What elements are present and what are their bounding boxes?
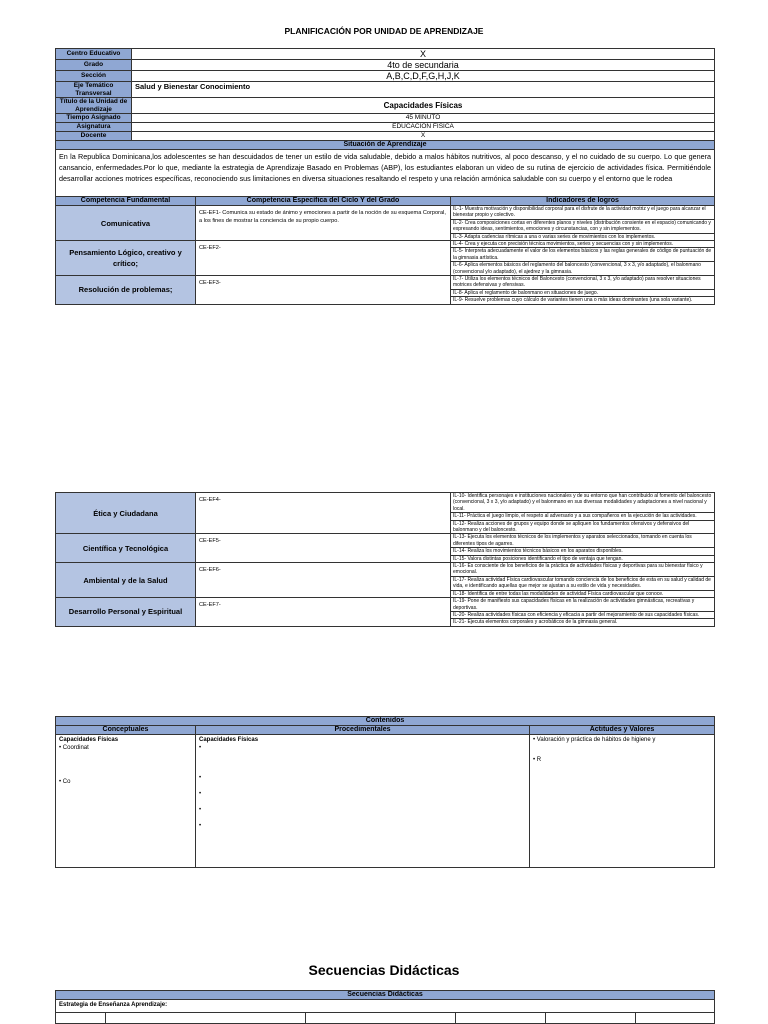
planning-table xyxy=(55,48,715,305)
header-value: EDUCACION FISICA xyxy=(132,123,715,132)
col-indicadores: Indicadores de logros xyxy=(451,197,715,206)
competencia-especifica: CE-EF4- xyxy=(196,493,451,534)
indicador-logro: IL-10- Identifica personajes e instituciones nacionales y de su entorno que han contribuido al fomento del baloncesto (convencional, 3 x 3, y/o adaptado) y el balonmano en sus diversas modalidades y adaptaciones a nivel nacional y local. xyxy=(451,493,715,513)
indicador-logro: IL-2- Crea composiciones cortas en diferentes planos y niveles (distribución consiente en el espacio) comunicando y expresando ideas, sentimientos, emociones y circunstancias, con y sin implementos. xyxy=(451,219,715,233)
procedimentales-title: Capacidades Físicas xyxy=(199,737,259,743)
conceptuales-item: • Coordinat xyxy=(59,745,89,751)
header-value: X xyxy=(132,132,715,141)
competencias-table-2 xyxy=(55,492,715,627)
header-label: Docente xyxy=(56,132,132,141)
header-label: Título de la Unidad de Aprendizaje xyxy=(56,98,132,114)
actitudes-item: • R xyxy=(533,757,542,763)
situacion-heading: Situación de Aprendizaje xyxy=(56,141,715,150)
indicador-logro: IL-5- Interpreta adecuadamente el valor de los elementos básicos y las reglas generales de código de puntuación de la gimnasia artística. xyxy=(451,248,715,262)
competencia-especifica: CE-EF2- xyxy=(196,241,451,276)
secuencias-band: Secuencias Didácticas xyxy=(56,991,715,1000)
conceptuales-item: • Co xyxy=(59,779,71,785)
competencia-name: Científica y Tecnológica xyxy=(56,534,196,563)
header-label: Grado xyxy=(56,60,132,71)
header-value: 4to de secundaria xyxy=(132,60,715,71)
competencia-name: Ética y Ciudadana xyxy=(56,493,196,534)
indicador-logro: IL-13- Ejecuta los elementos técnicos de los implementos y aparatos seleccionados, tomando en cuenta los diferentes tipos de agarres. xyxy=(451,534,715,548)
indicador-logro: IL-15- Valora distintas posiciones identificando el tipo de ventaja que tengan. xyxy=(451,555,715,562)
indicador-logro: IL-4- Crea y ejecuta con precisión técnica movimientos, series y secuencias con y sin implementos. xyxy=(451,241,715,248)
header-label: Tiempo Asignado xyxy=(56,114,132,123)
indicador-logro: IL-14- Realiza los movimientos técnicos básicos en los aparatos disponibles. xyxy=(451,548,715,555)
indicador-logro: IL-7- Utiliza los elementos técnicos del Baloncesto (convencional, 3 x 3, y/o adaptado) para resolver situaciones motrices defensivas y ofensivas. xyxy=(451,276,715,290)
actitudes-item: • Valoración y práctica de hábitos de higiene y xyxy=(533,737,656,743)
col-competencia-especifica: Competencia Específica del Ciclo Y del Grado xyxy=(196,197,451,206)
header-label: Eje Temático Transversal xyxy=(56,82,132,98)
indicador-logro: IL-1- Muestra motivación y disponibilidad corporal para el disfrute de la actividad motriz y el juego para alcanzar el bienestar propio y colectivo. xyxy=(451,206,715,220)
header-label: Centro Educativo xyxy=(56,49,132,60)
procedimentales-bullet: • xyxy=(199,807,202,813)
page-title: PLANIFICACIÓN POR UNIDAD DE APRENDIZAJE xyxy=(284,26,484,36)
indicador-logro: IL-19- Pone de manifiesto sus capacidades físicas en la realización de actividades gimnásticas, recreativas y deportivas. xyxy=(451,598,715,612)
indicador-logro: IL-3- Adapta cadencias rítmicas a una o varias series de movimientos con los implementos. xyxy=(451,233,715,240)
header-value: A,B,C,D,F,G,H,J,K xyxy=(132,71,715,82)
contenidos-heading: Contenidos xyxy=(56,717,715,726)
contenidos-table xyxy=(55,716,715,868)
competencia-especifica: CE-EF3- xyxy=(196,276,451,305)
competencia-especifica: CE-EF6- xyxy=(196,563,451,598)
competencia-especifica: CE-EF5- xyxy=(196,534,451,563)
indicador-logro: IL-12- Realiza acciones de grupos y equipo donde se apliquen los fundamentos ofensivos y defensivos del balonmano y del baloncesto. xyxy=(451,520,715,534)
competencia-name: Pensamiento Lógico, creativo y crítico; xyxy=(56,241,196,276)
header-value: 45 MINUTO xyxy=(132,114,715,123)
header-value: X xyxy=(132,49,715,60)
conceptuales-title: Capacidades Físicas xyxy=(59,737,119,743)
secuencias-title: Secuencias Didácticas xyxy=(308,962,460,978)
procedimentales-bullet: • xyxy=(199,775,202,781)
situacion-text: En la Republica Dominicana,los adolescentes se han descuidados de tener un estilo de vida saludable, debido a malos hábitos nutritivos, al poco descanso, y el no cuidado de su cuerpo. Lo que genera cansancio, enfermedades.Por lo que, mediante la estrategia de Aprendizaje Basado en Problemas (ABP), los estudiantes elaboran un video de su rutina de ejercicio de actividades física. Permitiéndole desarrollar acciones motrices específicas, reconociendo sus limitaciones en diversa situaciones resaltando el respeto y una relación armónica saludable con su cuerpo y el entorno que le rodea xyxy=(56,150,715,197)
indicador-logro: IL-18- Identifica de entre todas las modalidades de actividad Física cardiovascular que conoce. xyxy=(451,590,715,597)
competencia-name: Comunicativa xyxy=(56,206,196,241)
indicador-logro: IL-16- Es consciente de los beneficios de la práctica de actividades físicas y deportivas para su bienestar físico y emocional. xyxy=(451,563,715,577)
header-value: Capacidades Físicas xyxy=(132,98,715,114)
indicador-logro: IL-20- Realiza actividades físicas con eficiencia y eficacia a partir del mejoramiento de sus capacidades físicas. xyxy=(451,611,715,618)
competencia-name: Desarrollo Personal y Espiritual xyxy=(56,598,196,627)
indicador-logro: IL-8- Aplica el reglamento de balonmano en situaciones de juego. xyxy=(451,289,715,296)
col-competencia-fundamental: Competencia Fundamental xyxy=(56,197,196,206)
competencia-name: Resolución de problemas; xyxy=(56,276,196,305)
competencia-especifica: CE-EF7- xyxy=(196,598,451,627)
indicador-logro: IL-9- Resuelve problemas cuyo cálculo de variantes tienen una o más ideas dominantes (una sola variante). xyxy=(451,297,715,304)
procedimentales-bullet: • xyxy=(199,745,202,751)
procedimentales-bullet: • xyxy=(199,823,202,829)
indicador-logro: IL-6- Aplica elementos básicos del reglamento del baloncesto (convencional, 3 x 3, y/o adaptado), el balonmano (convencional y/o adaptado), el ajedrez y la gimnasia. xyxy=(451,262,715,276)
actitudes-cell xyxy=(530,735,715,868)
procedimentales-cell xyxy=(196,735,530,868)
header-label: Asignatura xyxy=(56,123,132,132)
indicador-logro: IL-11- Práctica el juego limpio, el respeto al adversario y a sus compañeros en la ejecución de las actividades. xyxy=(451,513,715,520)
competencia-especifica: CE-EF1- Comunica su estado de ánimo y emociones a partir de la noción de su esquema Corporal, a los fines de mostrar la conciencia de su propio cuerpo. xyxy=(196,206,451,241)
conceptuales-cell xyxy=(56,735,196,868)
header-value: Salud y Bienestar Conocimiento xyxy=(132,82,715,98)
competencia-name: Ambiental y de la Salud xyxy=(56,563,196,598)
procedimentales-bullet: • xyxy=(199,791,202,797)
strategy-label: Estrategia de Enseñanza Aprendizaje: xyxy=(56,1000,715,1013)
col-procedimentales: Procedimentales xyxy=(196,726,530,735)
col-actitudes: Actitudes y Valores xyxy=(530,726,715,735)
indicador-logro: IL-21- Ejecuta elementos corporales y acrobáticos de la gimnasia general. xyxy=(451,619,715,626)
col-conceptuales: Conceptuales xyxy=(56,726,196,735)
indicador-logro: IL-17- Realiza actividad Física cardiovascular tomando conciencia de los beneficios de esta en su salud y calidad de vida, e identificando aquellas que mejor se ajustan a su estilo de vida y necesidades. xyxy=(451,576,715,590)
header-label: Sección xyxy=(56,71,132,82)
secuencias-table xyxy=(55,990,715,1024)
